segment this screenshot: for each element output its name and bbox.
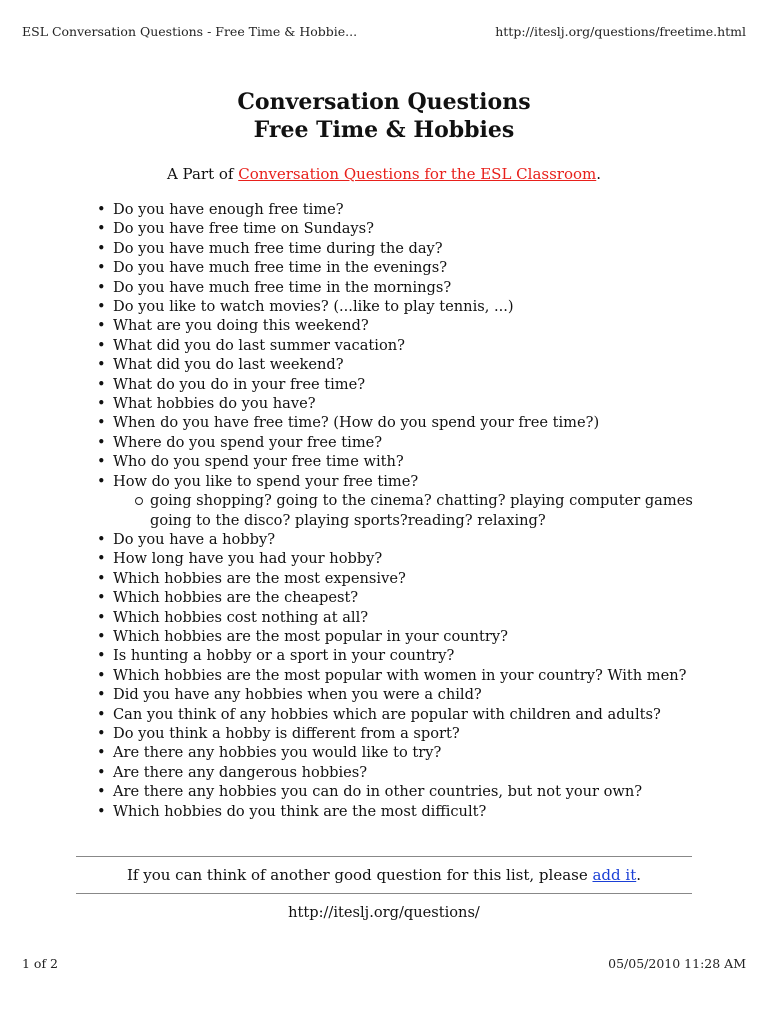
list-item: • Do you have much free time in the evenings? — [97, 258, 707, 277]
sub-list — [113, 491, 707, 530]
subtitle-suffix: . — [596, 165, 602, 183]
list-item: • Is hunting a hobby or a sport in your country? — [97, 646, 707, 665]
add-line-prefix: If you can think of another good question for this list, please — [126, 866, 593, 884]
list-item: • What do you do in your free time? — [97, 375, 707, 394]
list-item: • Do you have free time on Sundays? — [97, 219, 707, 238]
page-title-line2: Free Time & Hobbies — [253, 117, 515, 143]
list-item: • Can you think of any hobbies which are popular with children and adults? — [97, 705, 707, 724]
list-item: • Are there any dangerous hobbies? — [97, 763, 707, 782]
list-item: • Are there any hobbies you would like to try? — [97, 743, 707, 762]
list-item: • Do you have enough free time? — [97, 200, 707, 219]
list-item: • How long have you had your hobby? — [97, 549, 707, 568]
question-list — [97, 200, 707, 821]
subtitle-prefix: A Part of — [166, 165, 239, 183]
list-item: • Did you have any hobbies when you were a child? — [97, 685, 707, 704]
list-item: • Which hobbies do you think are the most difficult? — [97, 802, 707, 821]
add-it-link[interactable]: add it — [592, 866, 637, 884]
list-item — [97, 472, 707, 530]
list-item: • Do you have a hobby? — [97, 530, 707, 549]
page-count: 1 of 2 — [22, 956, 59, 971]
sub-list-item: going shopping? going to the cinema? chatting? playing computer games going to the disco? playing sports?reading? relaxing? — [135, 491, 707, 530]
list-item: • Which hobbies are the most popular in your country? — [97, 627, 707, 646]
site-url: http://iteslj.org/questions/ — [288, 904, 480, 921]
page-title — [0, 88, 768, 144]
list-item: • Do you have much free time in the mornings? — [97, 278, 707, 297]
list-item: • What did you do last summer vacation? — [97, 336, 707, 355]
list-item: • Are there any hobbies you can do in other countries, but not your own? — [97, 782, 707, 801]
list-item: • What did you do last weekend? — [97, 355, 707, 374]
print-header-title: ESL Conversation Questions - Free Time & Hobbie... — [22, 24, 358, 39]
add-line-suffix: . — [636, 866, 642, 884]
list-item: • Which hobbies are the cheapest? — [97, 588, 707, 607]
list-item: • Which hobbies are the most popular with women in your country? With men? — [97, 666, 707, 685]
list-item: • Who do you spend your free time with? — [97, 452, 707, 471]
list-item: • Which hobbies are the most expensive? — [97, 569, 707, 588]
page-title-line1: Conversation Questions — [237, 89, 531, 115]
esl-classroom-link[interactable]: Conversation Questions for the ESL Classroom — [238, 165, 597, 183]
divider-top — [76, 856, 692, 857]
list-item: • What hobbies do you have? — [97, 394, 707, 413]
list-item: • Where do you spend your free time? — [97, 433, 707, 452]
divider-bottom — [76, 893, 692, 894]
subtitle — [0, 165, 768, 183]
print-timestamp: 05/05/2010 11:28 AM — [608, 956, 746, 971]
print-header-url: http://iteslj.org/questions/freetime.html — [495, 24, 746, 39]
list-item: • Do you think a hobby is different from a sport? — [97, 724, 707, 743]
list-item: • Do you have much free time during the day? — [97, 239, 707, 258]
add-question-line — [0, 866, 768, 884]
list-item: • What are you doing this weekend? — [97, 316, 707, 335]
list-item: • Which hobbies cost nothing at all? — [97, 608, 707, 627]
list-item-text: How do you like to spend your free time? — [113, 472, 419, 490]
list-item: • When do you have free time? (How do you spend your free time?) — [97, 413, 707, 432]
list-item: • Do you like to watch movies? (...like to play tennis, ...) — [97, 297, 707, 316]
